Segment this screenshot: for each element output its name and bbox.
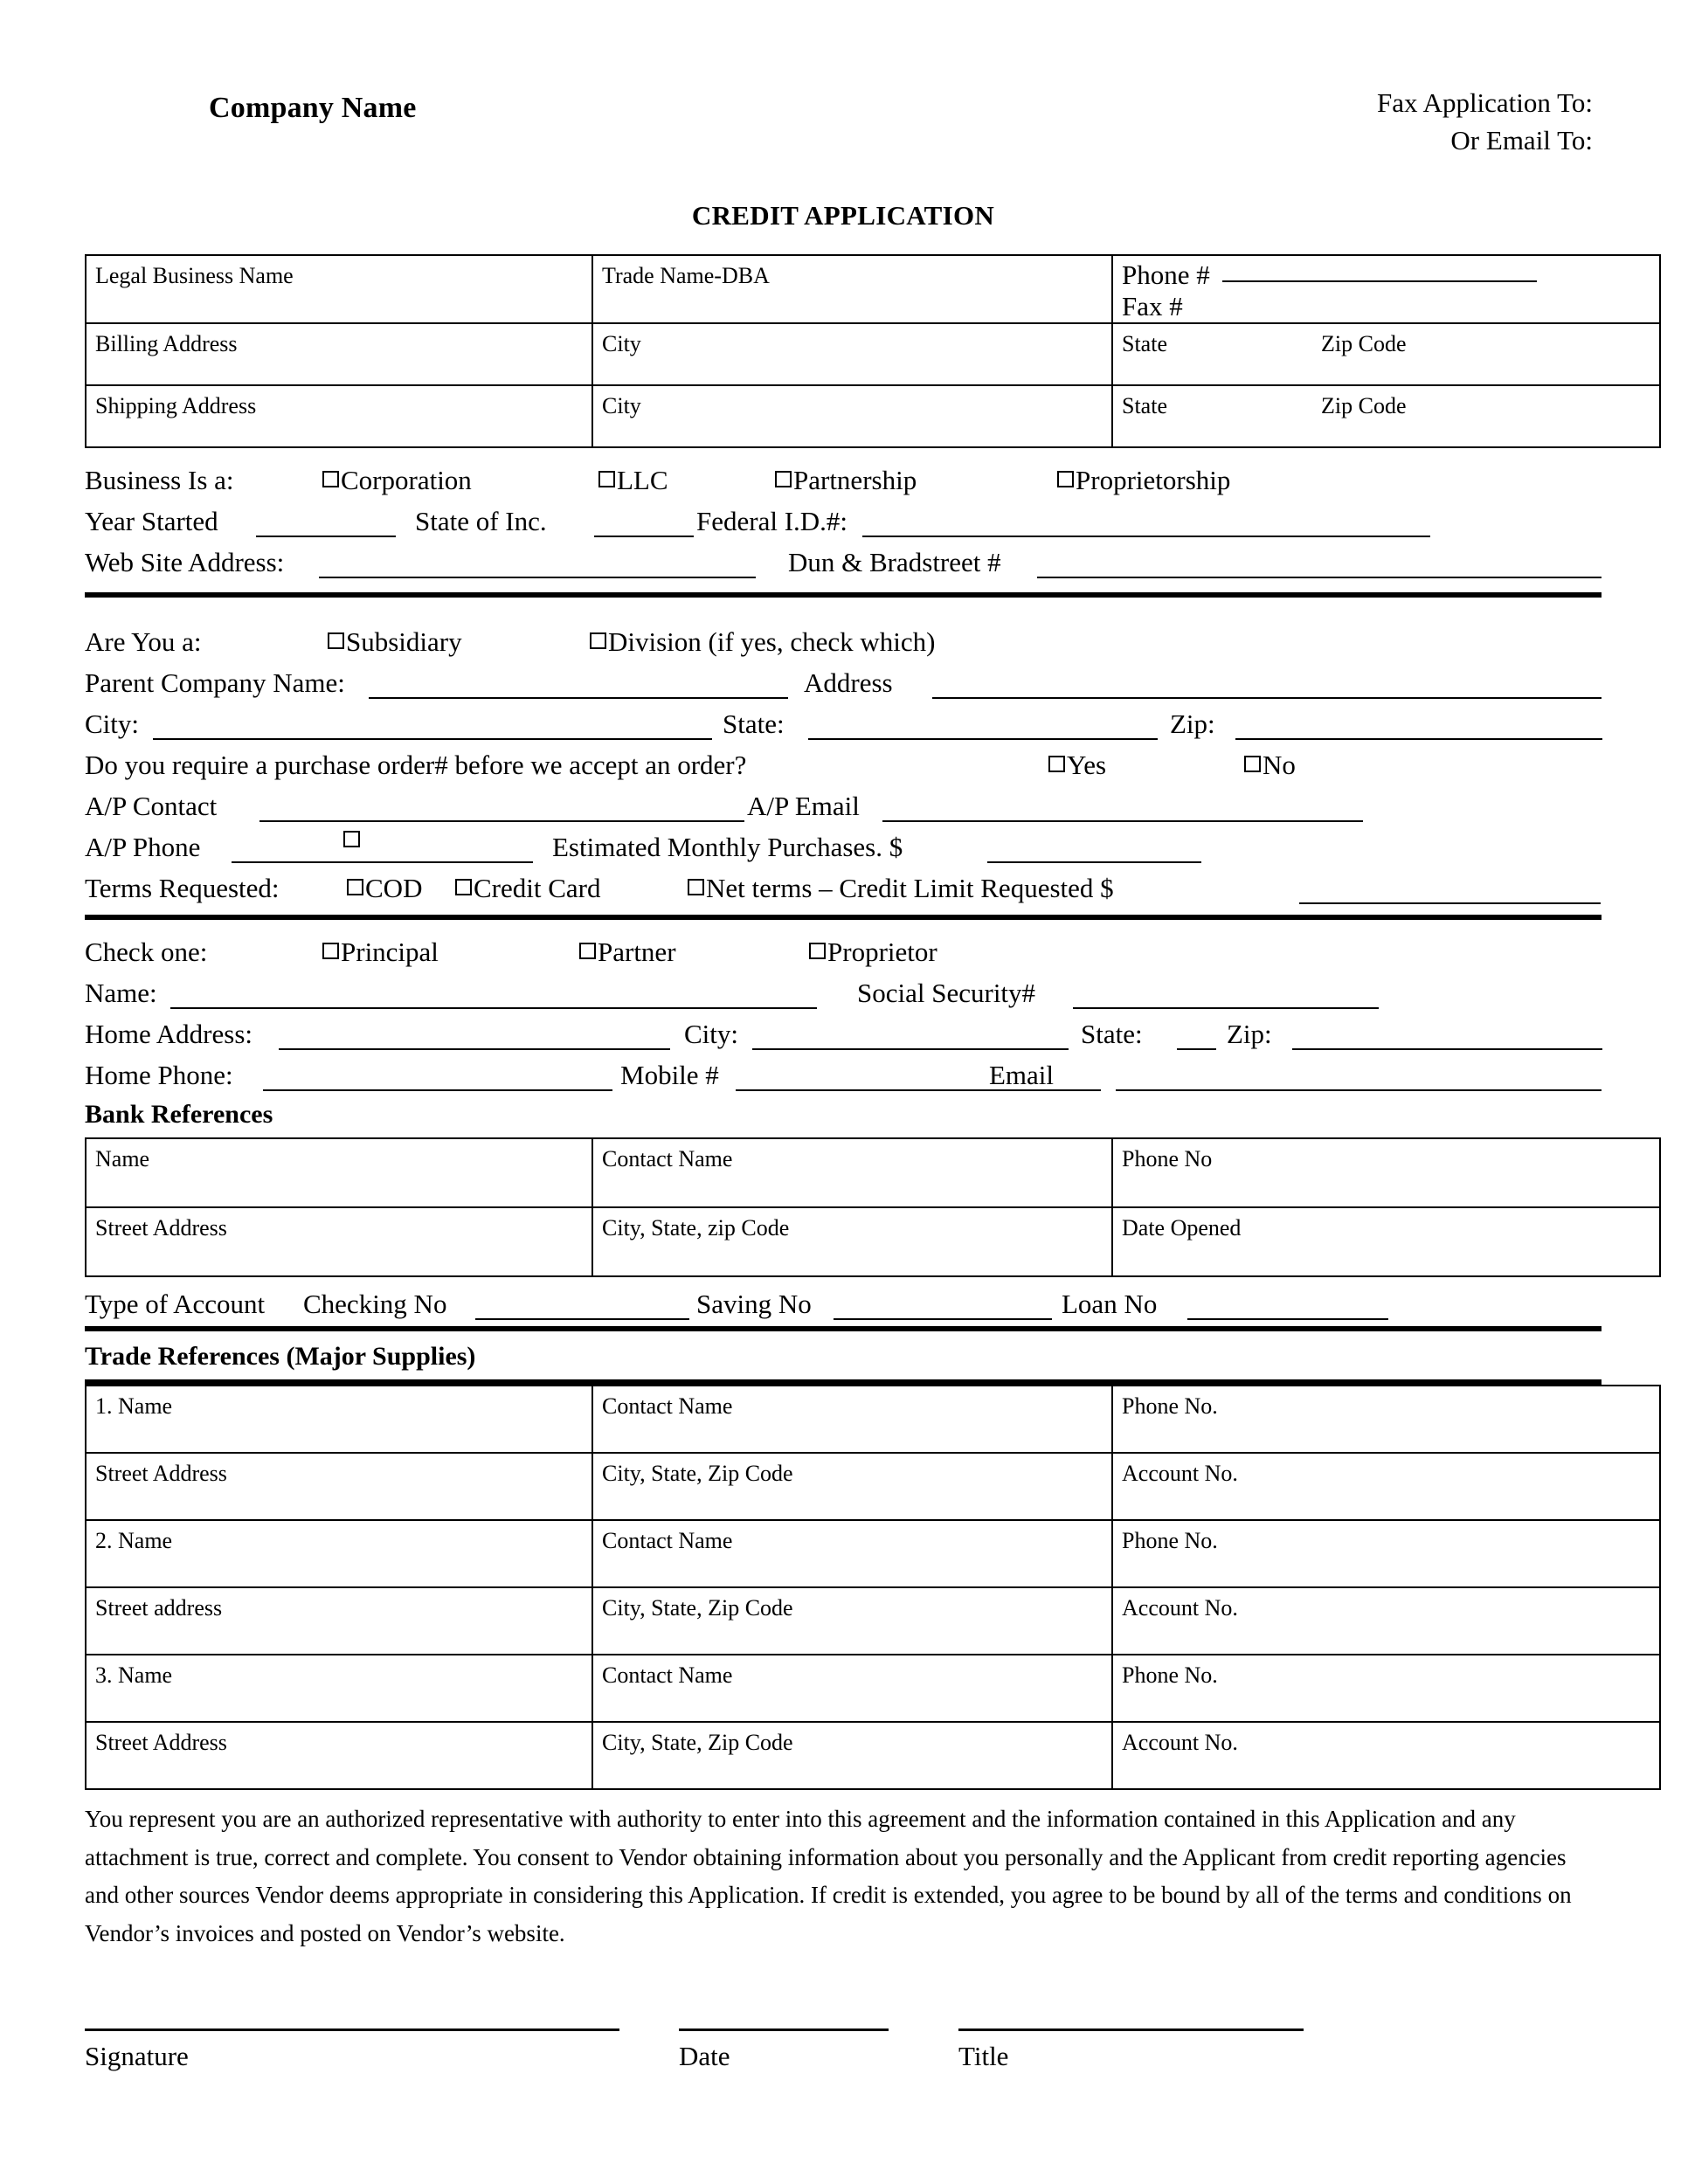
checkbox-partnership[interactable] bbox=[775, 464, 917, 495]
bank-city-state-zip-cell[interactable] bbox=[592, 1207, 1112, 1276]
trade-1-name-cell[interactable] bbox=[86, 1386, 592, 1453]
checkbox-subsidiary[interactable] bbox=[328, 625, 462, 657]
email-label: Email bbox=[989, 1059, 1055, 1090]
option-label: Division (if yes, check which) bbox=[608, 625, 936, 657]
fax-email-block bbox=[1377, 85, 1593, 160]
federal-id-input-line[interactable] bbox=[862, 536, 1430, 537]
option-label: Corporation bbox=[341, 464, 472, 495]
are-you-a-label: Are You a: bbox=[85, 625, 202, 657]
home-phone-row bbox=[85, 1054, 1602, 1095]
estimated-monthly-label: Estimated Monthly Purchases. $ bbox=[552, 831, 903, 862]
trade-3-account-cell[interactable] bbox=[1112, 1722, 1660, 1789]
billing-state-label: State bbox=[1122, 330, 1167, 356]
cell-label: Phone No. bbox=[1122, 1393, 1218, 1419]
signature-label: Signature bbox=[85, 2040, 189, 2071]
web-site-input-line[interactable] bbox=[319, 577, 756, 578]
bank-references-heading: Bank References bbox=[85, 1099, 273, 1129]
bank-date-opened-cell[interactable] bbox=[1112, 1207, 1660, 1276]
cell-label: Date Opened bbox=[1122, 1214, 1242, 1241]
signature-input-line[interactable] bbox=[85, 2028, 619, 2031]
cell-label: Account No. bbox=[1122, 1594, 1238, 1621]
table-row bbox=[86, 1587, 1660, 1655]
cell-label: City, State, zip Code bbox=[602, 1214, 790, 1241]
option-label: COD bbox=[365, 872, 423, 903]
option-label: Principal bbox=[341, 936, 439, 967]
home-city-input-line[interactable] bbox=[752, 1048, 1069, 1050]
checkbox-icon[interactable] bbox=[598, 471, 615, 487]
parent-city-state-zip-row bbox=[85, 702, 1602, 743]
are-you-a-row bbox=[85, 620, 1602, 661]
trade-2-street-cell[interactable] bbox=[86, 1587, 592, 1655]
table-row bbox=[86, 1207, 1660, 1276]
trade-1-city-cell[interactable] bbox=[592, 1453, 1112, 1520]
trade-2-name-cell[interactable] bbox=[86, 1520, 592, 1587]
company-name: Company Name bbox=[209, 92, 417, 124]
table-row bbox=[86, 255, 1660, 323]
signature-block bbox=[85, 2028, 1602, 2142]
date-label: Date bbox=[679, 2040, 730, 2071]
trade-2-account-cell[interactable] bbox=[1112, 1587, 1660, 1655]
saving-no-label: Saving No bbox=[696, 1288, 812, 1319]
year-started-input-line[interactable] bbox=[256, 536, 396, 537]
option-label: Proprietorship bbox=[1076, 464, 1231, 495]
title-input-line[interactable] bbox=[958, 2028, 1304, 2031]
checkbox-icon[interactable] bbox=[347, 879, 363, 895]
social-security-input-line[interactable] bbox=[1073, 1007, 1379, 1009]
state-of-inc-input-line[interactable] bbox=[594, 536, 694, 537]
checkbox-division[interactable] bbox=[590, 625, 936, 657]
option-label: Net terms – Credit Limit Requested $ bbox=[706, 872, 1114, 903]
home-state-label: State: bbox=[1081, 1018, 1143, 1049]
home-phone-input-line[interactable] bbox=[263, 1089, 612, 1091]
cell-trade-name-dba[interactable] bbox=[592, 255, 1112, 323]
ap-phone-row bbox=[85, 826, 1602, 867]
principal-name-input-line[interactable] bbox=[170, 1007, 817, 1009]
shipping-city-label: City bbox=[602, 392, 641, 418]
checkbox-po-yes[interactable] bbox=[1048, 751, 1106, 778]
option-label: LLC bbox=[617, 464, 668, 495]
checkbox-icon[interactable] bbox=[343, 831, 360, 847]
option-label: No bbox=[1263, 749, 1296, 780]
principal-name-row bbox=[85, 971, 1602, 1013]
table-row bbox=[86, 1722, 1660, 1789]
ap-contact-input-line[interactable] bbox=[259, 820, 744, 822]
trade-1-street-cell[interactable] bbox=[86, 1453, 592, 1520]
home-address-label: Home Address: bbox=[85, 1018, 253, 1049]
phone-input-line[interactable] bbox=[1222, 280, 1537, 282]
table-row bbox=[86, 1655, 1660, 1722]
title-label: Title bbox=[958, 2040, 1009, 2071]
loan-no-input-line[interactable] bbox=[1187, 1318, 1388, 1320]
business-info-table bbox=[85, 254, 1661, 448]
checking-no-label: Checking No bbox=[303, 1288, 447, 1319]
checkbox-credit-card[interactable] bbox=[455, 874, 601, 902]
cell-phone-fax[interactable] bbox=[1112, 255, 1660, 323]
fax-application-to: Fax Application To: bbox=[1377, 87, 1593, 118]
phone-row bbox=[1122, 259, 1650, 291]
trade-3-city-cell[interactable] bbox=[592, 1722, 1112, 1789]
account-type-row bbox=[85, 1277, 1602, 1326]
web-site-row bbox=[85, 541, 1602, 582]
fax-label: Fax # bbox=[1122, 290, 1183, 321]
parent-city-label: City: bbox=[85, 708, 140, 739]
trade-1-phone-cell[interactable] bbox=[1112, 1386, 1660, 1453]
trade-references-table bbox=[85, 1385, 1661, 1790]
trade-3-contact-cell[interactable] bbox=[592, 1655, 1112, 1722]
cell-billing-address[interactable] bbox=[86, 323, 592, 385]
principal-name-label: Name: bbox=[85, 977, 157, 1008]
checkbox-icon[interactable] bbox=[809, 943, 826, 959]
trade-3-name-cell[interactable] bbox=[86, 1655, 592, 1722]
loan-no-label: Loan No bbox=[1062, 1288, 1158, 1319]
mobile-label: Mobile # bbox=[620, 1059, 719, 1090]
option-label: Subsidiary bbox=[346, 625, 462, 657]
checkbox-icon[interactable] bbox=[775, 471, 792, 487]
table-row bbox=[86, 1520, 1660, 1587]
legal-business-name-label: Legal Business Name bbox=[95, 263, 294, 288]
page-header bbox=[85, 87, 1602, 197]
page-title: CREDIT APPLICATION bbox=[691, 200, 995, 231]
dun-bradstreet-label: Dun & Bradstreet # bbox=[788, 546, 1001, 577]
bank-name-cell[interactable] bbox=[86, 1138, 592, 1207]
type-of-account-label: Type of Account bbox=[85, 1288, 266, 1319]
cell-shipping-city[interactable] bbox=[592, 385, 1112, 447]
web-site-label: Web Site Address: bbox=[85, 546, 285, 577]
home-phone-label: Home Phone: bbox=[85, 1059, 233, 1090]
bank-references-table bbox=[85, 1137, 1661, 1277]
billing-address-label: Billing Address bbox=[95, 330, 238, 356]
checkbox-po-no[interactable] bbox=[1244, 751, 1296, 778]
checkbox-icon[interactable] bbox=[322, 471, 339, 487]
federal-id-label: Federal I.D.#: bbox=[696, 505, 848, 536]
state-of-inc-label: State of Inc. bbox=[415, 505, 547, 536]
parent-company-name-label: Parent Company Name: bbox=[85, 667, 345, 698]
cell-label: Name bbox=[95, 1145, 150, 1171]
ap-contact-label: A/P Contact bbox=[85, 790, 218, 821]
checking-no-input-line[interactable] bbox=[475, 1318, 689, 1320]
cell-label: Street address bbox=[95, 1594, 223, 1621]
business-type-section bbox=[85, 448, 1602, 598]
date-input-line[interactable] bbox=[679, 2028, 889, 2031]
checkbox-cod[interactable] bbox=[347, 874, 422, 902]
ap-email-label: A/P Email bbox=[747, 790, 860, 821]
trade-2-phone-cell[interactable] bbox=[1112, 1520, 1660, 1587]
cell-label: Street Address bbox=[95, 1214, 227, 1241]
home-address-input-line[interactable] bbox=[279, 1048, 670, 1050]
checkbox-icon[interactable] bbox=[688, 879, 704, 895]
cell-legal-business-name[interactable] bbox=[86, 255, 592, 323]
table-row bbox=[86, 323, 1660, 385]
parent-address-label: Address bbox=[804, 667, 893, 698]
check-one-row bbox=[85, 930, 1602, 971]
table-row bbox=[86, 385, 1660, 447]
checkbox-icon[interactable] bbox=[1048, 756, 1065, 772]
cell-shipping-state-zip[interactable] bbox=[1112, 385, 1660, 447]
billing-zip-label: Zip Code bbox=[1321, 330, 1407, 356]
shipping-state-label: State bbox=[1122, 392, 1167, 418]
principal-section bbox=[85, 920, 1602, 1095]
parent-state-input-line[interactable] bbox=[808, 738, 1158, 740]
purchase-order-question: Do you require a purchase order# before we accept an order? bbox=[85, 749, 747, 780]
home-zip-label: Zip: bbox=[1227, 1018, 1272, 1049]
checkbox-partner[interactable] bbox=[579, 938, 676, 965]
checkbox-net-terms[interactable] bbox=[688, 874, 1114, 902]
cell-label: Account No. bbox=[1122, 1460, 1238, 1486]
checkbox-icon[interactable] bbox=[455, 879, 472, 895]
checkbox-icon[interactable] bbox=[328, 632, 344, 649]
parent-company-row bbox=[85, 661, 1602, 702]
cell-billing-state-zip[interactable] bbox=[1112, 323, 1660, 385]
cell-label: City, State, Zip Code bbox=[602, 1460, 793, 1486]
saving-no-input-line[interactable] bbox=[834, 1318, 1052, 1320]
trade-2-city-cell[interactable] bbox=[592, 1587, 1112, 1655]
legal-paragraph: You represent you are an authorized representative with authority to enter into this agreement and the information contained in this Application and any attachment is true, correct and complete. You consent to Vendor obtaining information about you personally and the Applicant from credit reporting agencies and other sources Vendor deems appropriate in considering this Application. If credit is extended, you agree to be bound by all of the terms and conditions on Vendor’s invoices and posted on Vendor’s website. bbox=[85, 1805, 1572, 1947]
home-zip-input-line[interactable] bbox=[1292, 1048, 1602, 1050]
checkbox-corporation[interactable] bbox=[322, 464, 472, 495]
shipping-zip-label: Zip Code bbox=[1321, 392, 1407, 418]
ap-contact-row bbox=[85, 784, 1602, 826]
cell-label: Contact Name bbox=[602, 1145, 733, 1171]
home-address-row bbox=[85, 1013, 1602, 1054]
checkbox-proprietor[interactable] bbox=[809, 938, 937, 965]
parent-zip-label: Zip: bbox=[1170, 708, 1215, 739]
cell-label: Contact Name bbox=[602, 1527, 733, 1553]
checkbox-icon[interactable] bbox=[1244, 756, 1261, 772]
parent-address-input-line[interactable] bbox=[932, 697, 1602, 699]
year-started-row bbox=[85, 500, 1602, 541]
table-row bbox=[86, 1453, 1660, 1520]
trade-3-street-cell[interactable] bbox=[86, 1722, 592, 1789]
cell-billing-city[interactable] bbox=[592, 323, 1112, 385]
parent-company-name-input-line[interactable] bbox=[369, 697, 788, 699]
checkbox-icon[interactable] bbox=[1057, 471, 1074, 487]
cell-label: Street Address bbox=[95, 1729, 227, 1755]
cell-label: Phone No bbox=[1122, 1145, 1213, 1171]
estimated-monthly-input-line[interactable] bbox=[987, 861, 1201, 863]
checkbox-llc[interactable] bbox=[598, 464, 668, 495]
option-label: Yes bbox=[1067, 749, 1107, 780]
terms-requested-row bbox=[85, 867, 1602, 908]
social-security-label: Social Security# bbox=[857, 977, 1036, 1008]
checkbox-icon[interactable] bbox=[579, 943, 596, 959]
cell-label: Phone No. bbox=[1122, 1527, 1218, 1553]
dun-bradstreet-input-line[interactable] bbox=[1037, 577, 1602, 578]
checkbox-icon[interactable] bbox=[322, 943, 339, 959]
parent-state-label: State: bbox=[723, 708, 785, 739]
trade-1-contact-cell[interactable] bbox=[592, 1386, 1112, 1453]
affiliation-section bbox=[85, 598, 1602, 920]
email-input-line[interactable] bbox=[1116, 1089, 1602, 1091]
checkbox-principal[interactable] bbox=[322, 938, 439, 965]
cell-label: Contact Name bbox=[602, 1662, 733, 1688]
checkbox-icon[interactable] bbox=[590, 632, 606, 649]
cell-label: 1. Name bbox=[95, 1393, 173, 1419]
billing-city-label: City bbox=[602, 330, 641, 356]
cell-label: 2. Name bbox=[95, 1527, 173, 1553]
business-is-a-label: Business Is a: bbox=[85, 464, 234, 495]
option-label: Proprietor bbox=[827, 936, 937, 967]
home-state-input-line[interactable] bbox=[1177, 1048, 1216, 1050]
or-email-to: Or Email To: bbox=[1450, 124, 1593, 156]
cell-label: City, State, Zip Code bbox=[602, 1594, 793, 1621]
credit-limit-input-line[interactable] bbox=[1299, 902, 1601, 904]
trade-name-dba-label: Trade Name-DBA bbox=[602, 263, 770, 288]
parent-zip-input-line[interactable] bbox=[1235, 738, 1602, 740]
table-row bbox=[86, 1386, 1660, 1453]
ap-email-input-line[interactable] bbox=[882, 820, 1363, 822]
option-label: Partner bbox=[598, 936, 676, 967]
cell-label: Street Address bbox=[95, 1460, 227, 1486]
check-one-label: Check one: bbox=[85, 936, 208, 967]
cell-label: 3. Name bbox=[95, 1662, 173, 1688]
trade-references-heading: Trade References (Major Supplies) bbox=[85, 1341, 476, 1371]
cell-label: City, State, Zip Code bbox=[602, 1729, 793, 1755]
phone-label: Phone # bbox=[1122, 259, 1210, 290]
cell-label: Contact Name bbox=[602, 1393, 733, 1419]
fax-row bbox=[1122, 291, 1650, 322]
trade-1-account-cell[interactable] bbox=[1112, 1453, 1660, 1520]
business-type-row bbox=[85, 459, 1602, 500]
parent-city-input-line[interactable] bbox=[153, 738, 712, 740]
bank-contact-name-cell[interactable] bbox=[592, 1138, 1112, 1207]
year-started-label: Year Started bbox=[85, 505, 218, 536]
trade-3-phone-cell[interactable] bbox=[1112, 1655, 1660, 1722]
ap-phone-label: A/P Phone bbox=[85, 831, 201, 862]
option-label: Partnership bbox=[793, 464, 917, 495]
checkbox-proprietorship[interactable] bbox=[1057, 464, 1231, 495]
trade-2-contact-cell[interactable] bbox=[592, 1520, 1112, 1587]
table-row bbox=[86, 1138, 1660, 1207]
ap-phone-input-line[interactable] bbox=[232, 861, 533, 863]
bank-street-address-cell[interactable] bbox=[86, 1207, 592, 1276]
cell-label: Account No. bbox=[1122, 1729, 1238, 1755]
cell-shipping-address[interactable] bbox=[86, 385, 592, 447]
shipping-address-label: Shipping Address bbox=[95, 392, 257, 418]
cell-label: Phone No. bbox=[1122, 1662, 1218, 1688]
option-label: Credit Card bbox=[474, 872, 601, 903]
bank-phone-cell[interactable] bbox=[1112, 1138, 1660, 1207]
terms-requested-label: Terms Requested: bbox=[85, 872, 280, 903]
purchase-order-row bbox=[85, 743, 1602, 784]
home-city-label: City: bbox=[684, 1018, 739, 1049]
